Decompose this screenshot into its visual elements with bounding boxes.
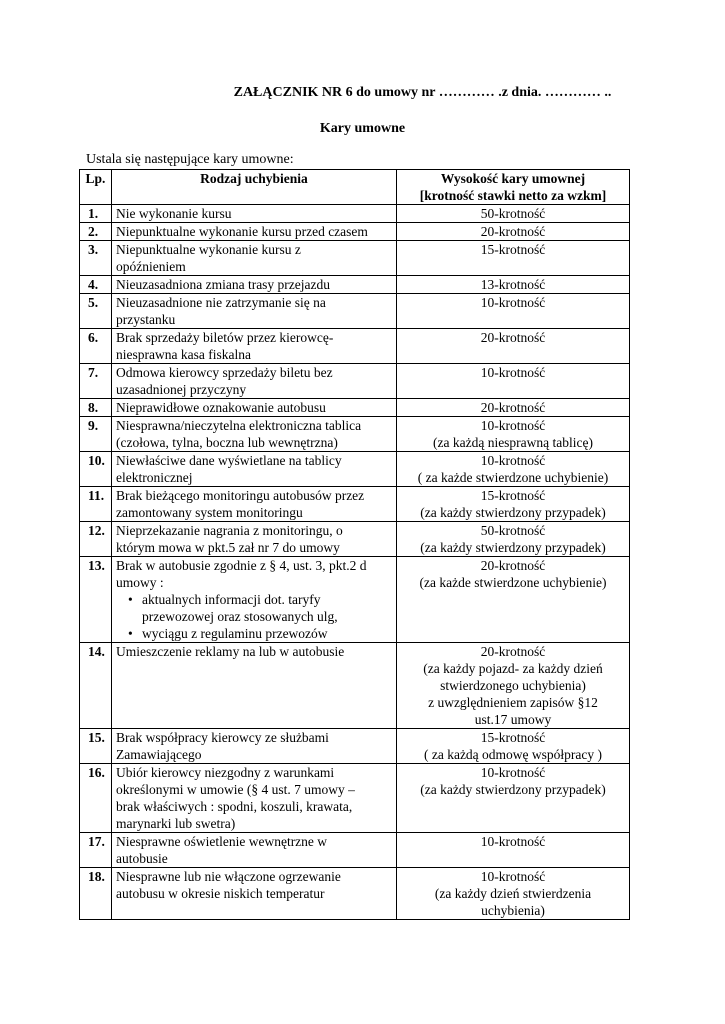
description-line: Niesprawna/nieczytelna elektroniczna tablica bbox=[116, 418, 362, 433]
penalty-line: 20-krotność bbox=[480, 558, 546, 573]
row-description bbox=[112, 417, 397, 452]
row-number: 4. bbox=[80, 276, 112, 294]
row-number: 2. bbox=[80, 223, 112, 241]
description-line: Ubiór kierowcy niezgodny z warunkami bbox=[116, 765, 335, 780]
row-description bbox=[112, 294, 397, 329]
description-bullet-item: • wyciągu z regulaminu przewozów bbox=[134, 625, 392, 642]
table-row bbox=[80, 223, 630, 241]
description-line: Zamawiającego bbox=[116, 747, 202, 762]
description-line: marynarki lub swetra) bbox=[116, 816, 236, 831]
penalty-line: (za każdy stwierdzony przypadek) bbox=[420, 540, 606, 555]
description-line: Odmowa kierowcy sprzedaży biletu bez bbox=[116, 365, 333, 380]
penalties-table bbox=[79, 169, 630, 920]
description-line: Brak w autobusie zgodnie z § 4, ust. 3, pkt.2 d bbox=[116, 558, 367, 573]
description-line: Nieuzasadniona zmiana trasy przejazdu bbox=[116, 277, 331, 292]
row-description bbox=[112, 487, 397, 522]
table-row bbox=[80, 205, 630, 223]
table-row bbox=[80, 364, 630, 399]
description-line: Nieprawidłowe oznakowanie autobusu bbox=[116, 400, 326, 415]
row-penalty bbox=[397, 364, 630, 399]
table-header-row bbox=[80, 170, 630, 205]
penalty-line: (za każdą niesprawną tablicę) bbox=[432, 435, 594, 450]
penalty-line: 50-krotność bbox=[480, 523, 546, 538]
penalty-line: ( za każde stwierdzone uchybienie) bbox=[417, 470, 609, 485]
row-number: 13. bbox=[80, 557, 112, 643]
table-row bbox=[80, 329, 630, 364]
header-penalty-line2: [krotność stawki netto za wzkm] bbox=[419, 188, 607, 203]
description-line: Brak sprzedaży biletów przez kierowcę- bbox=[116, 330, 334, 345]
penalty-line: 20-krotność bbox=[480, 644, 546, 659]
penalty-line: stwierdzonego uchybienia) bbox=[440, 678, 586, 693]
row-penalty bbox=[397, 452, 630, 487]
document-title: ZAŁĄCZNIK NR 6 do umowy nr ………… .z dnia. ………… .. bbox=[233, 85, 612, 100]
description-line: którym mowa w pkt.5 zał nr 7 do umowy bbox=[116, 540, 340, 555]
description-line: brak właściwych : spodni, koszuli, krawata, bbox=[116, 799, 353, 814]
header-description: Rodzaj uchybienia bbox=[112, 170, 397, 205]
penalty-line: ( za każdą odmowę współpracy ) bbox=[423, 747, 603, 762]
document-subtitle: Kary umowne bbox=[319, 121, 406, 136]
table-row bbox=[80, 522, 630, 557]
row-number: 16. bbox=[80, 764, 112, 833]
row-number: 11. bbox=[80, 487, 112, 522]
penalty-line: 10-krotność bbox=[480, 453, 546, 468]
penalty-line: 15-krotność bbox=[480, 488, 546, 503]
row-penalty bbox=[397, 522, 630, 557]
description-line: zamontowany system monitoringu bbox=[116, 505, 303, 520]
row-penalty bbox=[397, 417, 630, 452]
description-line: uzasadnionej przyczyny bbox=[116, 382, 247, 397]
row-description bbox=[112, 399, 397, 417]
penalty-line: 10-krotność bbox=[480, 869, 546, 884]
table-row bbox=[80, 399, 630, 417]
table-row bbox=[80, 276, 630, 294]
table-row bbox=[80, 833, 630, 868]
table-row bbox=[80, 643, 630, 729]
penalty-line: z uwzględnieniem zapisów §12 bbox=[428, 695, 598, 710]
row-description bbox=[112, 223, 397, 241]
penalty-line: (za każdy stwierdzony przypadek) bbox=[420, 782, 606, 797]
penalty-line: 10-krotność bbox=[480, 834, 546, 849]
description-line: Nieuzasadnione nie zatrzymanie się na bbox=[116, 295, 326, 310]
row-penalty bbox=[397, 276, 630, 294]
description-line: Brak bieżącego monitoringu autobusów przez bbox=[116, 488, 365, 503]
table-body bbox=[80, 205, 630, 920]
description-line: umowy : bbox=[116, 575, 164, 590]
table-row bbox=[80, 452, 630, 487]
penalty-line: uchybienia) bbox=[481, 903, 545, 918]
penalty-line: ust.17 umowy bbox=[474, 712, 552, 727]
description-line: określonymi w umowie (§ 4 ust. 7 umowy – bbox=[116, 782, 355, 797]
row-penalty bbox=[397, 294, 630, 329]
penalty-line: 15-krotność bbox=[480, 730, 546, 745]
row-description bbox=[112, 241, 397, 276]
row-penalty bbox=[397, 868, 630, 920]
row-number: 18. bbox=[80, 868, 112, 920]
row-number: 15. bbox=[80, 729, 112, 764]
penalty-line: (za każdy stwierdzony przypadek) bbox=[420, 505, 606, 520]
description-line: Niesprawne lub nie włączone ogrzewanie bbox=[116, 869, 341, 884]
table-row bbox=[80, 764, 630, 833]
table-row bbox=[80, 417, 630, 452]
table-row bbox=[80, 729, 630, 764]
description-line: (czołowa, tylna, boczna lub wewnętrzna) bbox=[116, 435, 338, 450]
description-line: autobusie bbox=[116, 851, 168, 866]
penalty-line: 50-krotność bbox=[480, 206, 546, 221]
penalty-line: (za każde stwierdzone uchybienie) bbox=[419, 575, 607, 590]
table-row bbox=[80, 241, 630, 276]
row-number: 17. bbox=[80, 833, 112, 868]
penalty-line: 13-krotność bbox=[480, 277, 546, 292]
description-bullet-list bbox=[116, 591, 392, 642]
table-row bbox=[80, 487, 630, 522]
table-row bbox=[80, 557, 630, 643]
description-line: Nieprzekazanie nagrania z monitoringu, o bbox=[116, 523, 343, 538]
row-number: 12. bbox=[80, 522, 112, 557]
intro-text: Ustala się następujące kary umowne: bbox=[86, 152, 294, 167]
row-description bbox=[112, 452, 397, 487]
penalty-line: 20-krotność bbox=[480, 400, 546, 415]
description-line: elektronicznej bbox=[116, 470, 193, 485]
row-description bbox=[112, 205, 397, 223]
row-description bbox=[112, 764, 397, 833]
header-penalty-line1: Wysokość kary umownej bbox=[440, 171, 586, 186]
row-penalty bbox=[397, 205, 630, 223]
row-penalty bbox=[397, 241, 630, 276]
row-description bbox=[112, 868, 397, 920]
table-row bbox=[80, 294, 630, 329]
penalty-line: 20-krotność bbox=[480, 224, 546, 239]
row-description bbox=[112, 329, 397, 364]
description-line: autobusu w okresie niskich temperatur bbox=[116, 886, 325, 901]
row-penalty bbox=[397, 643, 630, 729]
description-line: przystanku bbox=[116, 312, 176, 327]
description-line: Niepunktualne wykonanie kursu przed czasem bbox=[116, 224, 368, 239]
row-penalty bbox=[397, 557, 630, 643]
row-number: 6. bbox=[80, 329, 112, 364]
description-line: niesprawna kasa fiskalna bbox=[116, 347, 251, 362]
description-line: Nie wykonanie kursu bbox=[116, 206, 232, 221]
table-row bbox=[80, 868, 630, 920]
penalty-line: 10-krotność bbox=[480, 365, 546, 380]
row-description bbox=[112, 557, 397, 643]
row-description bbox=[112, 833, 397, 868]
header-penalty bbox=[397, 170, 630, 205]
row-description bbox=[112, 522, 397, 557]
penalty-line: 10-krotność bbox=[480, 295, 546, 310]
row-description bbox=[112, 729, 397, 764]
penalty-line: 10-krotność bbox=[480, 418, 546, 433]
penalty-line: 15-krotność bbox=[480, 242, 546, 257]
row-penalty bbox=[397, 729, 630, 764]
row-description bbox=[112, 364, 397, 399]
description-bullet-item: • aktualnych informacji dot. taryfy przewozowej oraz stosowanych ulg, bbox=[134, 591, 392, 625]
penalty-line: 10-krotność bbox=[480, 765, 546, 780]
description-line: Niepunktualne wykonanie kursu z bbox=[116, 242, 301, 257]
penalty-line: 20-krotność bbox=[480, 330, 546, 345]
description-line: Niewłaściwe dane wyświetlane na tablicy bbox=[116, 453, 342, 468]
row-penalty bbox=[397, 329, 630, 364]
description-line: opóźnieniem bbox=[116, 259, 186, 274]
row-penalty bbox=[397, 764, 630, 833]
penalty-line: (za każdy pojazd- za każdy dzień bbox=[423, 661, 603, 676]
row-description bbox=[112, 643, 397, 729]
row-number: 3. bbox=[80, 241, 112, 276]
row-number: 1. bbox=[80, 205, 112, 223]
description-line: Niesprawne oświetlenie wewnętrzne w bbox=[116, 834, 328, 849]
row-number: 7. bbox=[80, 364, 112, 399]
penalty-line: (za każdy dzień stwierdzenia bbox=[434, 886, 592, 901]
row-penalty bbox=[397, 223, 630, 241]
row-number: 10. bbox=[80, 452, 112, 487]
header-lp: Lp. bbox=[80, 170, 112, 205]
row-penalty bbox=[397, 487, 630, 522]
description-line: Brak współpracy kierowcy ze służbami bbox=[116, 730, 329, 745]
row-number: 9. bbox=[80, 417, 112, 452]
row-number: 5. bbox=[80, 294, 112, 329]
row-number: 8. bbox=[80, 399, 112, 417]
row-penalty bbox=[397, 399, 630, 417]
row-description bbox=[112, 276, 397, 294]
row-penalty bbox=[397, 833, 630, 868]
description-line: Umieszczenie reklamy na lub w autobusie bbox=[116, 644, 345, 659]
row-number: 14. bbox=[80, 643, 112, 729]
